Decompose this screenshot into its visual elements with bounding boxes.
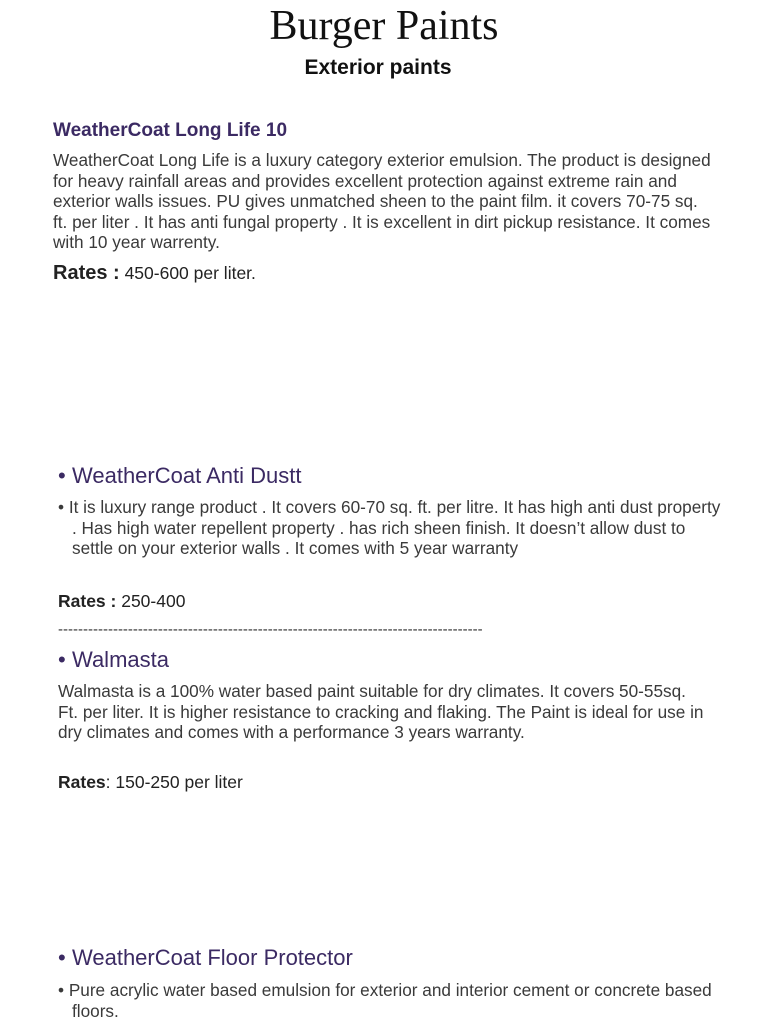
rates-value: 250-400 [116,591,186,611]
page-title: Burger Paints [269,3,499,49]
bullet-icon: • [58,463,66,488]
product-heading-longlife: WeatherCoat Long Life 10 [53,120,288,141]
rates-label: Rates : [58,591,117,611]
rates-label: Rates : [53,262,120,284]
product-name: Walmasta [72,647,169,672]
rates-value: 450-600 per liter. [119,263,256,283]
bullet-icon: • [58,980,65,1000]
product-description-floorprotector [58,980,712,1021]
rates-value: : 150-250 per liter [105,772,243,792]
product-rates-antidust [58,590,185,612]
bullet-icon: • [58,647,66,672]
product-name: WeatherCoat Anti Dustt [72,463,302,488]
description-text: It is luxury range product . It covers 60-70 sq. ft. per litre. It has high anti dust property . Has high water repellent property . has rich sheen finish. It doesn’t allow dust to settle on your exterior walls . It comes with 5 year warranty [68,497,721,559]
product-rates-walmasta [58,771,243,793]
product-heading-walmasta [58,648,169,672]
rates-label: Rates [58,772,106,792]
description-text: Pure acrylic water based emulsion for exterior and interior cement or concrete based floors. [68,980,712,1021]
product-description-antidust [58,497,724,559]
product-name: WeatherCoat Floor Protector [72,945,353,970]
bullet-icon: • [58,497,65,517]
product-heading-antidust [58,464,302,488]
product-rates-longlife [53,262,256,284]
bullet-icon: • [58,945,66,970]
page-subtitle: Exterior paints [304,56,452,79]
product-description-walmasta: Walmasta is a 100% water based paint suitable for dry climates. It covers 50-55sq. Ft. per liter. It is higher resistance to cracking and flaking. The Paint is ideal for use in dry climates and comes with a performance 3 years warranty. [58,681,704,743]
section-divider: ------------------------------------------------------------------------------------- [58,621,483,638]
product-heading-floorprotector [58,946,353,970]
product-description-longlife: WeatherCoat Long Life is a luxury category exterior emulsion. The product is designed for heavy rainfall areas and provides excellent protection against extreme rain and exterior walls issues. PU gives unmatched sheen to the paint film. it covers 70-75 sq. ft. per liter . It has anti fungal property . It is excellent in dirt pickup resistance. It comes with 10 year warrenty. [53,150,711,253]
